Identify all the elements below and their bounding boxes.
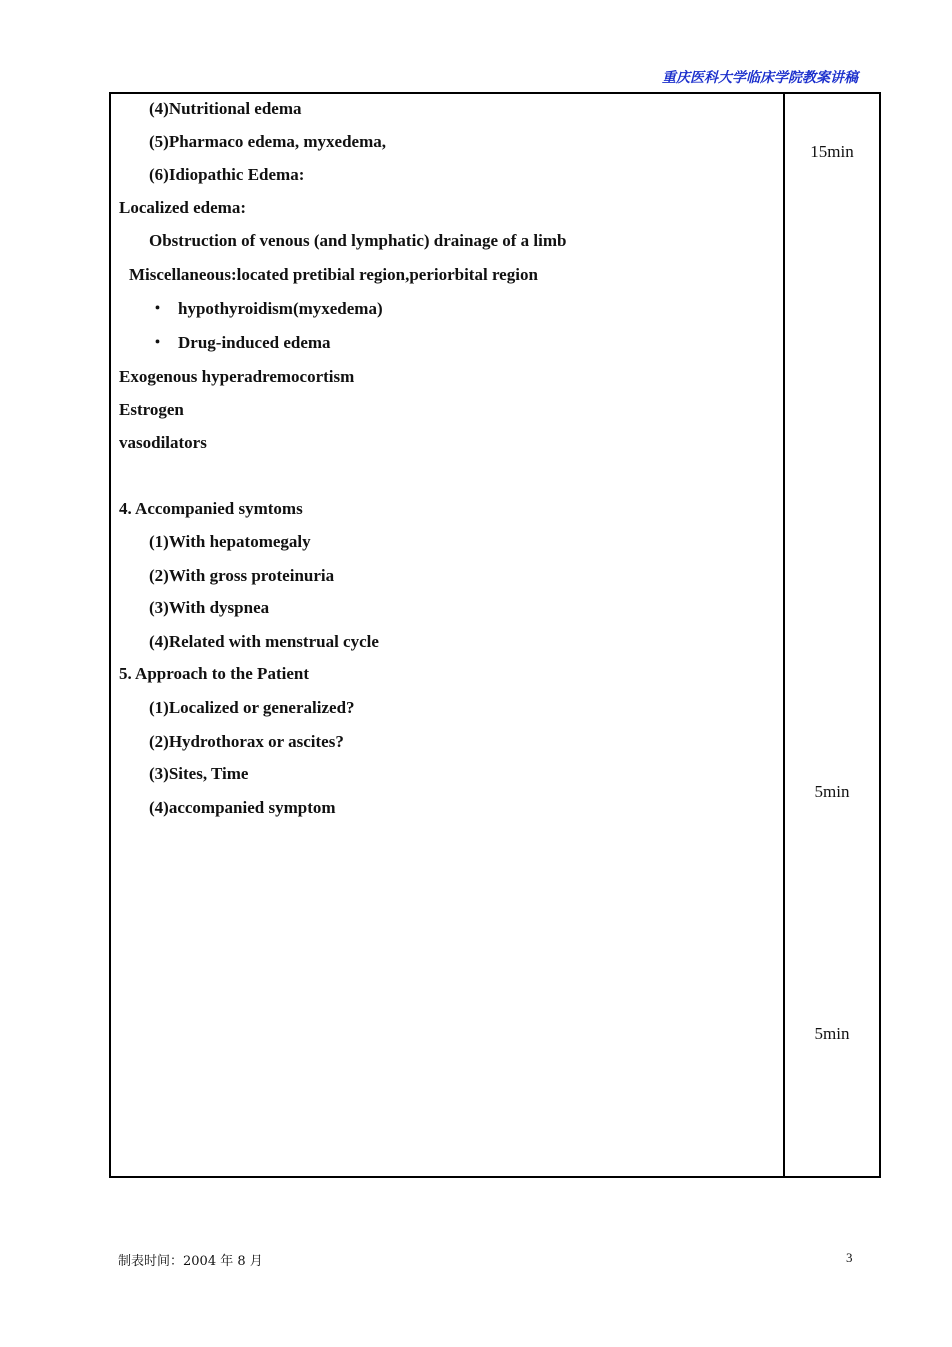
content-line: vasodilators: [119, 433, 207, 452]
footer-date-label: 制表时间：2004 年 8 月: [118, 1254, 263, 1269]
content-line: (4)accompanied symptom: [149, 798, 336, 817]
content-line: Obstruction of venous (and lymphatic) drainage of a limb: [149, 231, 567, 250]
bullet-icon: ・: [149, 333, 166, 352]
content-line: Miscellaneous:located pretibial region,periorbital region: [129, 265, 538, 284]
bullet-text: Drug-induced edema: [178, 333, 331, 352]
content-line: (6)Idiopathic Edema:: [149, 165, 305, 184]
section-heading: 4. Accompanied symtoms: [119, 499, 303, 518]
content-line: (1)With hepatomegaly: [149, 532, 311, 551]
time-allocation: 5min: [814, 1024, 850, 1043]
bullet-text: hypothyroidism(myxedema): [178, 299, 383, 318]
content-line: (5)Pharmaco edema, myxedema,: [149, 132, 386, 151]
bullet-icon: ・: [149, 299, 166, 318]
lecture-table: [109, 92, 881, 1178]
column-divider: [783, 94, 785, 1176]
time-allocation: 5min: [814, 782, 850, 801]
content-line: Localized edema:: [119, 198, 246, 217]
content-line: (4)Related with menstrual cycle: [149, 632, 379, 651]
content-line: (2)With gross proteinuria: [149, 566, 335, 585]
content-line: Exogenous hyperadremocortism: [119, 367, 355, 386]
content-line: (3)Sites, Time: [149, 764, 249, 783]
section-heading: 5. Approach to the Patient: [119, 664, 309, 683]
bullet-item: [149, 299, 383, 319]
bullet-item: [149, 333, 331, 353]
content-line: Estrogen: [119, 400, 184, 419]
document-header-title: 重庆医科大学临床学院教案讲稿: [662, 70, 858, 86]
content-line: (2)Hydrothorax or ascites?: [149, 732, 344, 751]
content-line: (3)With dyspnea: [149, 598, 270, 617]
page-number: 3: [846, 1250, 853, 1265]
content-line: (1)Localized or generalized?: [149, 698, 355, 717]
time-allocation: 15min: [810, 142, 854, 161]
content-line: (4)Nutritional edema: [149, 99, 302, 118]
